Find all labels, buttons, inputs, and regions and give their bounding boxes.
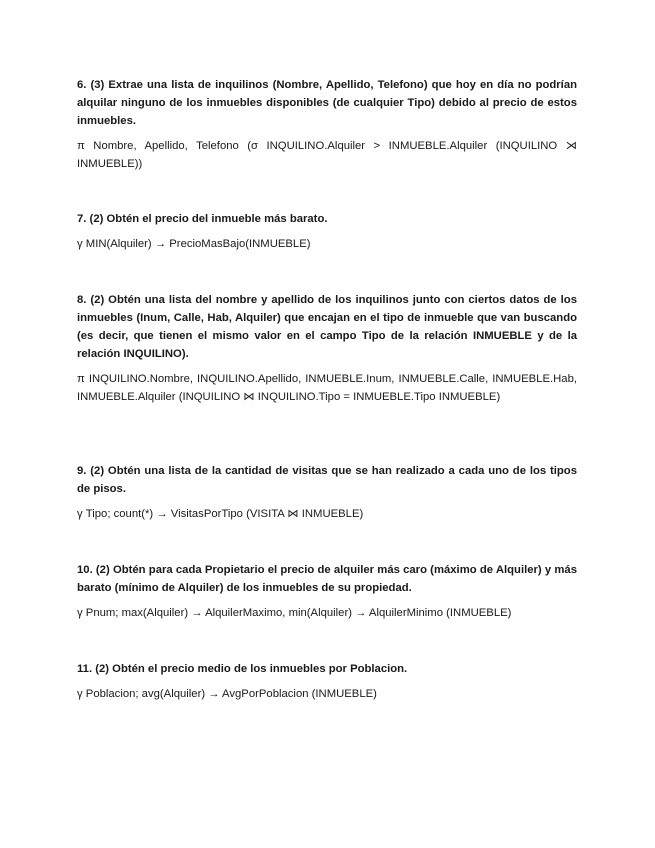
question-8-text: 8. (2) Obtén una lista del nombre y apellido de los inquilinos junto con ciertos datos de los inmuebles (Inum, Calle, Hab, Alquiler) que encajan en el tipo de inmueble que van buscando (es decir, que tienen el mismo valor en el campo Tipo de la relación INMUEBLE y de la relación INQUILINO). <box>77 294 577 360</box>
question-6-block <box>77 76 577 173</box>
question-11-text: 11. (2) Obtén el precio medio de los inmuebles por Poblacion. <box>77 663 408 675</box>
answer-11-text: γ Poblacion; avg(Alquiler) → AvgPorPoblacion (INMUEBLE) <box>77 688 377 700</box>
question-7-text: 7. (2) Obtén el precio del inmueble más barato. <box>77 213 328 225</box>
answer-10-text: γ Pnum; max(Alquiler) → AlquilerMaximo, min(Alquiler) → AlquilerMinimo (INMUEBLE) <box>77 607 512 619</box>
question-10-text: 10. (2) Obtén para cada Propietario el precio de alquiler más caro (máximo de Alquiler) y más barato (mínimo de Alquiler) de los inmuebles de su propiedad. <box>77 564 577 594</box>
question-9-block <box>77 462 577 523</box>
question-9-text: 9. (2) Obtén una lista de la cantidad de visitas que se han realizado a cada uno de los tipos de pisos. <box>77 465 577 495</box>
answer-8-text: π INQUILINO.Nombre, INQUILINO.Apellido, INMUEBLE.Inum, INMUEBLE.Calle, INMUEBLE.Hab, INMUEBLE.Alquiler (INQUILINO ⋈ INQUILINO.Tipo = INMUEBLE.Tipo INMUEBLE) <box>77 373 577 403</box>
question-8-block <box>77 291 577 406</box>
answer-7-text: γ MIN(Alquiler) → PrecioMasBajo(INMUEBLE) <box>77 238 311 250</box>
question-11-block <box>77 660 577 703</box>
question-7-block <box>77 210 577 253</box>
question-6-text: 6. (3) Extrae una lista de inquilinos (Nombre, Apellido, Telefono) que hoy en día no podrían alquilar ninguno de los inmuebles disponibles (de cualquier Tipo) debido al precio de estos inmuebles. <box>77 79 577 127</box>
answer-6-text: π Nombre, Apellido, Telefono (σ INQUILINO.Alquiler > INMUEBLE.Alquiler (INQUILINO ⋊ INMUEBLE)) <box>77 140 577 170</box>
answer-9-text: γ Tipo; count(*) → VisitasPorTipo (VISITA ⋈ INMUEBLE) <box>77 508 364 520</box>
question-10-block <box>77 561 577 622</box>
